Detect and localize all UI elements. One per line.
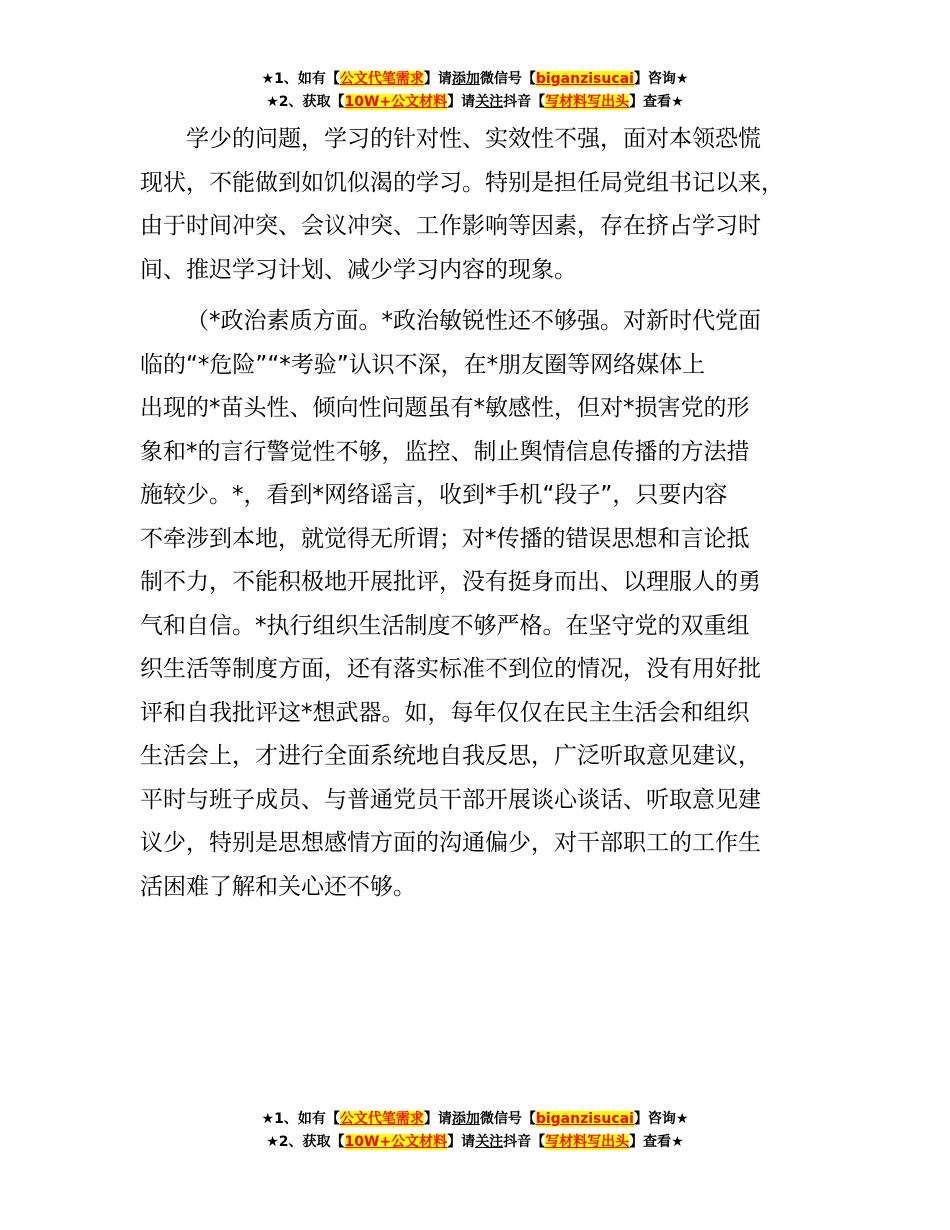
- text-line: 出现的*苗头性、倾向性问题虽有*敏感性，但对*损害党的形: [140, 395, 750, 421]
- header-banner: [0, 68, 950, 114]
- text-line: 活困难了解和关心还不够。: [140, 873, 416, 900]
- banner-text: 抖音【: [503, 1134, 546, 1150]
- banner-text: 】请: [447, 94, 476, 110]
- text-line: 不牵涉到本地，就觉得无所谓；对*传播的错误思想和言论抵: [140, 525, 750, 552]
- banner-text: ★2、获取【: [266, 94, 345, 110]
- banner-text: 】请: [423, 71, 452, 87]
- text-line: 现状，不能做到如饥似渴的学习。特别是担任局党组书记以来，: [140, 169, 784, 196]
- highlight-douyin-account: 写材料写出头: [545, 1134, 630, 1150]
- banner-text: 】咨询★: [633, 1111, 689, 1127]
- highlight-materials: 10W+公文材料: [344, 94, 448, 110]
- banner-text: 】请: [447, 1134, 476, 1150]
- banner-text: ★2、获取【: [266, 1134, 345, 1150]
- highlight-materials: 10W+公文材料: [344, 1134, 448, 1150]
- text-line: 学少的问题，学习的针对性、实效性不强，面对本领恐慌: [186, 126, 761, 152]
- banner-line-2: [0, 1131, 950, 1154]
- banner-line-2: [0, 91, 950, 114]
- banner-text: 】咨询★: [633, 71, 689, 87]
- text-line: 临的“*危险”“*考验”认识不深，在*朋友圈等网络媒体上: [140, 351, 706, 378]
- paragraph-1: [140, 118, 840, 292]
- underlined-text: 添加: [451, 1111, 480, 1127]
- banner-text: ★1、如有【: [261, 71, 340, 87]
- banner-text: ★1、如有【: [261, 1111, 340, 1127]
- highlight-wechat-id: biganzisucai: [535, 1111, 634, 1127]
- text-line: 议少，特别是思想感情方面的沟通偏少，对干部职工的工作生: [140, 830, 761, 856]
- text-line: 象和*的言行警觉性不够，监控、制止舆情信息传播的方法措: [140, 438, 750, 465]
- text-line: 平时与班子成员、与普通党员干部开展谈心谈话、听取意见建: [140, 786, 761, 813]
- banner-line-1: [0, 68, 950, 91]
- text-line: 评和自我批评这*想武器。如，每年仅仅在民主生活会和组织: [140, 699, 750, 726]
- underlined-text: 添加: [451, 71, 480, 87]
- text-line: （*政治素质方面。*政治敏锐性还不够强。对新时代党面: [186, 308, 761, 334]
- text-line: 织生活等制度方面，还有落实标准不到位的情况，没有用好批: [140, 656, 761, 682]
- text-line: 施较少。*，看到*网络谣言，收到*手机“段子”，只要内容: [140, 482, 728, 508]
- underlined-text: 关注: [475, 94, 504, 110]
- banner-line-1: [0, 1108, 950, 1131]
- banner-text: 】查看★: [629, 1134, 684, 1150]
- text-line: 由于时间冲突、会议冲突、工作影响等因素，存在挤占学习时: [140, 213, 761, 239]
- banner-text: 微信号【: [479, 71, 536, 87]
- underlined-text: 关注: [475, 1134, 504, 1150]
- text-line: 生活会上，才进行全面系统地自我反思，广泛听取意见建议，: [140, 743, 761, 769]
- text-line: 制不力，不能积极地开展批评，没有挺身而出、以理服人的勇: [140, 569, 761, 595]
- highlight-douyin-account: 写材料写出头: [545, 94, 630, 110]
- highlight-service: 公文代笔需求: [339, 71, 424, 87]
- footer-banner: [0, 1108, 950, 1154]
- paragraph-2: [140, 300, 840, 909]
- banner-text: 】查看★: [629, 94, 684, 110]
- highlight-service: 公文代笔需求: [339, 1111, 424, 1127]
- text-line: 间、推迟学习计划、减少学习内容的现象。: [140, 256, 577, 283]
- banner-text: 】请: [423, 1111, 452, 1127]
- document-body: [140, 118, 840, 909]
- banner-text: 抖音【: [503, 94, 546, 110]
- banner-text: 微信号【: [479, 1111, 536, 1127]
- highlight-wechat-id: biganzisucai: [535, 71, 634, 87]
- text-line: 气和自信。*执行组织生活制度不够严格。在坚守党的双重组: [140, 612, 750, 639]
